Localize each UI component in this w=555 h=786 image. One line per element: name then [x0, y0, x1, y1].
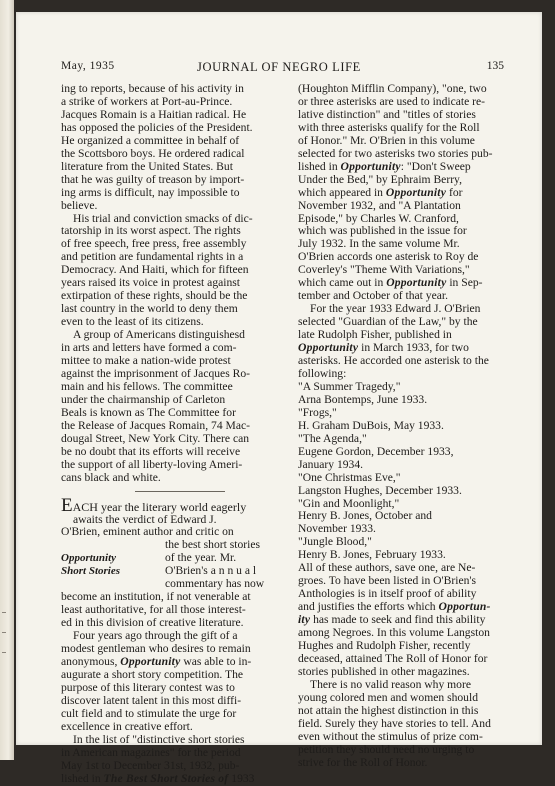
left-column	[61, 83, 283, 786]
text-line: last country in the world to deny them	[61, 302, 238, 316]
text-line: tatorship in its worst aspect. The rights	[61, 224, 241, 238]
text-line: (Houghton Mifflin Company), "one, two	[298, 82, 487, 95]
text-line: ing arms is difficult, nay impossible to	[61, 185, 240, 199]
text-line: cans black and white.	[61, 470, 161, 484]
magazine-name: Opportunity	[340, 159, 401, 173]
text-line: discover latent talent in this most diffi-	[61, 693, 242, 707]
text-line: extirpation of these rights, should be the	[61, 289, 248, 303]
text-line: His trial and conviction smacks of dic-	[73, 211, 253, 225]
text-line: or three asterisks are used to indicate re-	[298, 94, 486, 108]
text-line: lished in Opportunity: "Don't Sweep	[298, 159, 471, 173]
text-line: O'Brien's a n n u a l	[165, 564, 257, 578]
text-line: which was published in the issue for	[298, 224, 467, 238]
story-title: "A Summer Tragedy,"	[298, 379, 401, 393]
text-line: ing to reports, because of his activity in	[61, 82, 244, 95]
text-line: the best short stories	[165, 538, 260, 552]
text-line: O'Brien accords one asterisk to Roy de	[298, 250, 479, 264]
text-line: stories published in other magazines.	[298, 664, 470, 678]
text-line: purpose of this literary contest was to	[61, 680, 235, 694]
text-line: in American magazines" for the period	[61, 745, 241, 759]
story-author: January 1934.	[298, 457, 364, 471]
spine-mark	[2, 632, 6, 633]
text-line: Jacques Romain is a Haitian radical. He	[61, 107, 247, 121]
text-line: augurate a short story competition. The	[61, 667, 244, 681]
text-line: be no doubt that its efforts will receive	[61, 444, 241, 458]
text-line: field. Surely they have stories to tell. And	[298, 716, 491, 730]
running-head	[16, 60, 542, 78]
text-line: mittee to make a nation-wide protest	[61, 354, 231, 368]
text-line: modest gentleman who desires to remain	[61, 642, 251, 656]
text-line: Coverley's "Theme With Variations,"	[298, 263, 470, 277]
text-line: dougal Street, New York City. There can	[61, 431, 250, 445]
text-line: Hughes and Rudolph Fisher, recently	[298, 638, 471, 652]
story-author: H. Graham DuBois, May 1933.	[298, 418, 444, 432]
text-line: even without the stimulus of prize com-	[298, 729, 483, 743]
text-line: young colored men and women should	[298, 690, 478, 704]
text-line: Four years ago through the gift of a	[73, 629, 238, 643]
text-line: excellence in creative effort.	[61, 719, 193, 733]
text-line: a strike of workers at Port-au-Prince.	[61, 94, 233, 108]
magazine-name: Opportunity	[386, 276, 447, 290]
journal-title: JOURNAL OF NEGRO LIFE	[197, 60, 361, 74]
text-line: July 1932. In the same volume Mr.	[298, 237, 460, 251]
sidebar-label: Short Stories	[61, 565, 120, 578]
text-line: in arts and letters have formed a com-	[61, 341, 237, 355]
text-line: of free speech, free press, free assembly	[61, 237, 247, 251]
story-author: Eugene Gordon, December 1933,	[298, 444, 454, 458]
text-line: the Scottsboro boys. He ordered radical	[61, 146, 245, 160]
text-line: not attain the highest distinction in this	[298, 703, 479, 717]
text-line: and petition are fundamental rights in a	[61, 250, 244, 264]
story-title: "Jungle Blood,"	[298, 535, 372, 549]
text-line: anonymous, Opportunity was able to in-	[61, 654, 252, 668]
story-author: Henry B. Jones, October and	[298, 509, 432, 523]
section-divider	[135, 491, 225, 492]
text-line: Beals is known as The Committee for	[61, 405, 236, 419]
text-line: strive for the Roll of Honor.	[298, 755, 428, 769]
text-line: lished in The Best Short Stories of 1933	[61, 771, 255, 785]
text-line: with three asterisks qualify for the Roll	[298, 120, 480, 134]
text-line: ed in this division of creative literature.	[61, 616, 244, 630]
text-line: under the chairmanship of Carleton	[61, 392, 226, 406]
text-line: A group of Americans distinguishesd	[73, 328, 245, 342]
text-line: the Release of Jacques Romain, 74 Mac-	[61, 418, 250, 432]
text-line: O'Brien, eminent author and critic on	[61, 525, 234, 539]
binding-edge	[0, 0, 14, 760]
text-line: tember and October of that year.	[298, 289, 449, 303]
text-line: among Negroes. In this volume Langston	[298, 626, 490, 640]
text-line: Episode," by Charles W. Cranford,	[298, 211, 459, 225]
book-title: The Best Short Stories of	[103, 771, 229, 785]
spine-mark	[2, 652, 6, 653]
text-line: which came out in Opportunity in Sep-	[298, 276, 483, 290]
text-line: believe.	[61, 198, 98, 212]
text-line: which appeared in Opportunity for	[298, 185, 463, 199]
text-line: selected for two asterisks two stories pub-	[298, 146, 493, 160]
text-line: Opportunity in March 1933, for two	[298, 341, 469, 355]
text-line: cult field and to stimulate the urge for	[61, 706, 237, 720]
magazine-name: ity	[298, 613, 311, 627]
story-author: Langston Hughes, December 1933.	[298, 483, 462, 497]
text-line: of the year. Mr.	[165, 551, 237, 565]
text-line: late Rudolph Fisher, published in	[298, 328, 452, 342]
journal-page	[16, 12, 542, 785]
right-column	[298, 83, 510, 770]
spine-mark	[2, 612, 6, 613]
text-line: become an institution, if not venerable at	[61, 590, 251, 604]
text-line: selected "Guardian of the Law," by the	[298, 315, 478, 329]
text-line: following:	[298, 366, 347, 380]
text-line: groes. To have been listed in O'Brien's	[298, 574, 476, 588]
text-line: In the list of "distinctive short stories	[73, 732, 245, 746]
text-line: years raised its voice in protest against	[61, 276, 241, 290]
text-line: even to the least of its citizens.	[61, 315, 204, 329]
drop-cap: E	[61, 494, 73, 516]
text-line: petition they should need no urging to	[298, 742, 475, 756]
text-line: Anthologies is in itself proof of ability	[298, 587, 477, 601]
text-line: There is no valid reason why more	[310, 677, 471, 691]
text-line: literature from the United States. But	[61, 159, 233, 173]
text-line: Under the Bed," by Ephraim Berry,	[298, 172, 462, 186]
text-line: and justifies the efforts which Opportun-	[298, 600, 491, 614]
text-line: ity has made to seek and find this ability	[298, 613, 486, 627]
story-title: "The Agenda,"	[298, 431, 367, 445]
story-title: "One Christmas Eve,"	[298, 470, 401, 484]
story-author: November 1933.	[298, 522, 376, 536]
magazine-name: Opportunity	[120, 654, 181, 668]
text-line: deceased, attained The Roll of Honor for	[298, 651, 488, 665]
text-line: awaits the verdict of Edward J.	[73, 512, 217, 526]
text-line: has opposed the policies of the President.	[61, 120, 253, 134]
text-line: He organized a committee in behalf of	[61, 133, 240, 147]
story-author: Henry B. Jones, February 1933.	[298, 548, 446, 562]
magazine-name: Opportun-	[438, 600, 491, 614]
text-line: lative distinction" and "titles of stories	[298, 107, 476, 121]
section-opening-line	[61, 494, 283, 516]
text-line: against the imprisonment of Jacques Ro-	[61, 366, 251, 380]
text-line: of Honor." Mr. O'Brien in this volume	[298, 133, 475, 147]
story-title: "Gin and Moonlight,"	[298, 496, 400, 510]
text-line: the support of all liberty-loving Ameri-	[61, 457, 243, 471]
text-line: main and his fellows. The committee	[61, 379, 233, 393]
page-number: 135	[486, 60, 504, 72]
sidebar-label: Opportunity	[61, 552, 117, 565]
story-author: Arna Bontemps, June 1933.	[298, 392, 428, 406]
text-line: November 1932, and "A Plantation	[298, 198, 461, 212]
story-title: "Frogs,"	[298, 405, 337, 419]
text-line: least authoritative, for all those interest-	[61, 603, 246, 617]
magazine-name: Opportunity	[298, 341, 359, 355]
text-line: All of these authors, save one, are Ne-	[298, 561, 476, 575]
opening-text: ACH year the literary world eagerly	[72, 499, 247, 514]
text-line: commentary has now	[165, 577, 265, 591]
text-line: asterisks. He accorded one asterisk to the	[298, 354, 489, 368]
text-line: that he was guilty of treason by import-	[61, 172, 245, 186]
text-line: May 1st to December 31st, 1932, pub-	[61, 758, 240, 772]
text-line: Democracy. And Haiti, which for fifteen	[61, 263, 249, 277]
magazine-name: Opportunity	[385, 185, 447, 199]
text-line: For the year 1933 Edward J. O'Brien	[310, 302, 481, 316]
issue-date: May, 1935	[61, 60, 115, 72]
